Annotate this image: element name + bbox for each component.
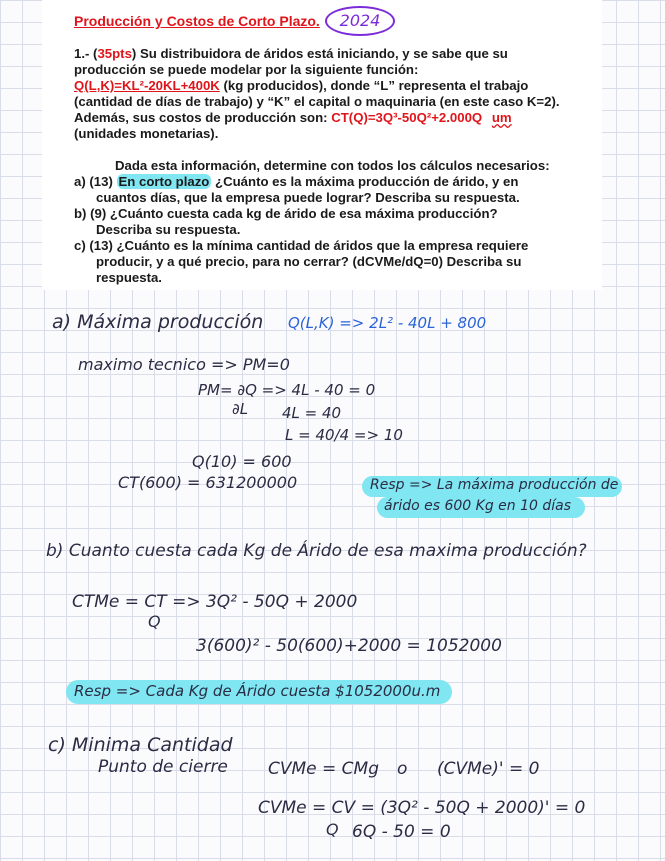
note-b-calc: 3(600)² - 50(600)+2000 = 1052000 bbox=[196, 636, 502, 656]
note-b-title: b) Cuanto cuesta cada Kg de Árido de esa maxima producción? bbox=[46, 541, 587, 561]
note-a-max-tecnico: maximo tecnico => PM=0 bbox=[78, 355, 290, 374]
note-a-q10: Q(10) = 600 bbox=[192, 452, 292, 471]
problem-line-5: Además, sus costos de producción son: CT(Q)=3Q³-50Q²+2.000Q um bbox=[74, 110, 512, 125]
instructions: Dada esta información, determine con todos los cálculos necesarios: bbox=[115, 158, 550, 173]
note-a-pm-step3: L = 40/4 => 10 bbox=[285, 426, 403, 444]
note-c-or: o bbox=[397, 759, 408, 779]
problem-line-2: producción se puede modelar por la siguiente función: bbox=[74, 62, 419, 77]
note-a-resp-1: Resp => La máxima producción de bbox=[370, 477, 619, 493]
note-c-eq2: (CVMe)' = 0 bbox=[437, 759, 540, 779]
problem-line-3: Q(L,K)=KL²-20KL+400K (kg producidos), donde “L” representa el trabajo bbox=[74, 78, 529, 93]
cost-function: CT(Q)=3Q³-50Q²+2.000Q bbox=[331, 110, 483, 125]
question-a-line-1: a) (13) En corto plazo ¿Cuánto es la máxima producción de árido, y en bbox=[74, 174, 519, 189]
note-a-title: a) Máxima producción bbox=[52, 311, 264, 333]
note-a-ct: CT(600) = 631200000 bbox=[118, 473, 298, 492]
note-c-punto-cierre: Punto de cierre bbox=[98, 757, 228, 777]
question-a-line-2: cuantos días, que la empresa puede lograr? Describa su respuesta. bbox=[96, 190, 520, 205]
question-c-line-2: producir, y a qué precio, para no cerrar? (dCVMe/dQ=0) Describa su bbox=[96, 254, 522, 269]
note-b-ctme: CTMe = CT => 3Q² - 50Q + 2000 bbox=[72, 592, 358, 612]
note-c-den: Q bbox=[326, 820, 339, 839]
note-b-resp: Resp => Cada Kg de Árido cuesta $1052000u.m bbox=[74, 682, 441, 700]
question-b-line-2: Describa su respuesta. bbox=[96, 222, 241, 237]
question-b-line-1: b) (9) ¿Cuánto cuesta cada kg de árido de esa máxima producción? bbox=[74, 206, 498, 221]
note-b-den: Q bbox=[148, 612, 161, 631]
question-c-line-3: respuesta. bbox=[96, 270, 162, 285]
note-c-cvme: CVMe = CV = (3Q² - 50Q + 2000)' = 0 bbox=[258, 798, 586, 818]
note-c-derivative: 6Q - 50 = 0 bbox=[352, 822, 451, 842]
note-a-function: Q(L,K) => 2L² - 40L + 800 bbox=[288, 314, 487, 332]
note-a-pm-eq: PM= ∂Q => 4L - 40 = 0 bbox=[198, 381, 376, 399]
problem-line-6: (unidades monetarias). bbox=[74, 126, 219, 141]
note-a-pm-step2: 4L = 40 bbox=[282, 404, 342, 422]
problem-line-1: 1.- (35pts) Su distribuidora de áridos está iniciando, y se sabe que su bbox=[74, 46, 508, 61]
note-a-pm-den: ∂L bbox=[232, 400, 249, 418]
page-title: Producción y Costos de Corto Plazo. bbox=[74, 13, 320, 29]
highlight-corto-plazo: En corto plazo bbox=[118, 174, 210, 189]
note-a-resp-2: árido es 600 Kg en 10 días bbox=[384, 498, 572, 514]
year-annotation: 2024 bbox=[325, 6, 395, 36]
um-label: um bbox=[491, 110, 512, 125]
note-c-eq1: CVMe = CMg bbox=[268, 759, 380, 779]
note-c-title: c) Minima Cantidad bbox=[48, 734, 233, 756]
production-function: Q(L,K)=KL²-20KL+400K bbox=[74, 78, 220, 93]
problem-line-4: (cantidad de días de trabajo) y “K” el capital o maquinaria (en este caso K=2). bbox=[74, 94, 560, 109]
question-c-line-1: c) (13) ¿Cuánto es la mínima cantidad de áridos que la empresa requiere bbox=[74, 238, 529, 253]
